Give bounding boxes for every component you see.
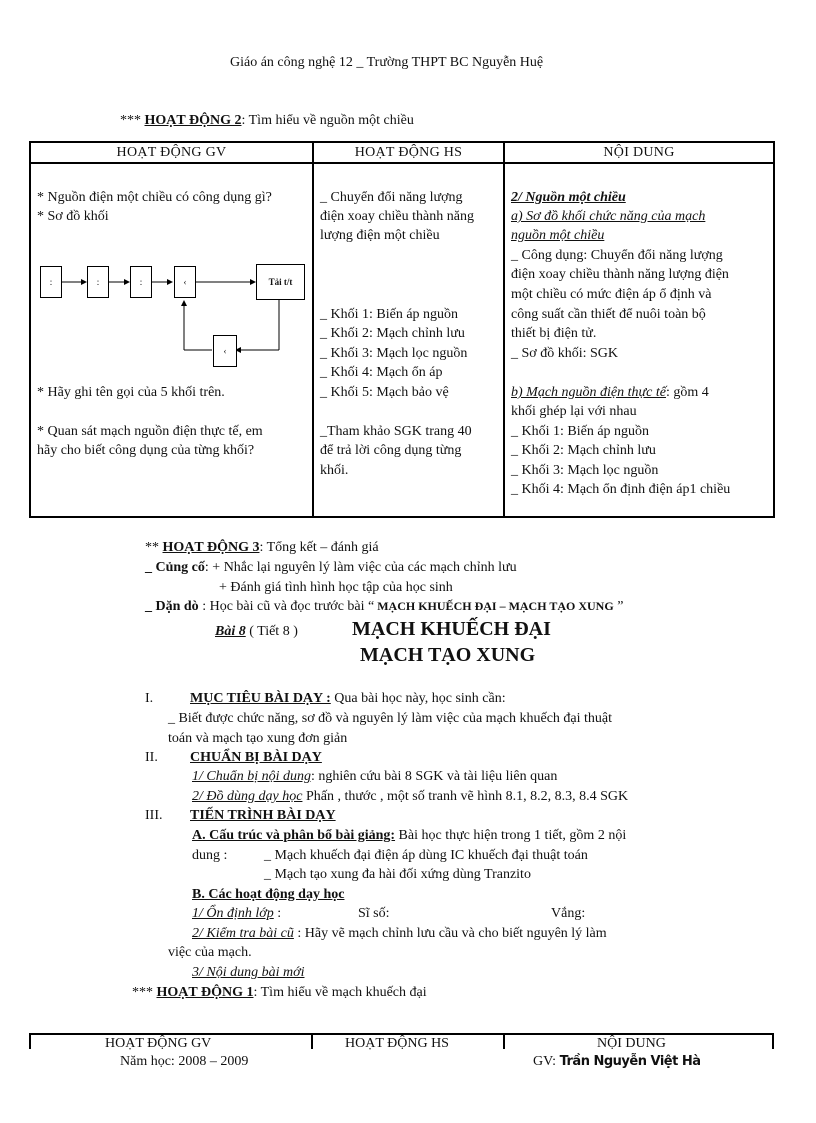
diagram-arrows (31, 164, 312, 516)
section2-num: II. (145, 750, 158, 765)
vang-label: Vắng: (551, 906, 586, 921)
section1-label: MỤC TIÊU BÀI DẠY : (190, 691, 331, 706)
cungco-text1: : + Nhắc lại nguyên lý làm việc của các mạch chỉnh lưu (204, 560, 517, 575)
activity2-stars: *** (120, 113, 141, 128)
gv-q4b: hãy cho biết công dụng của từng khối? (37, 443, 255, 458)
section3-b3 (192, 965, 304, 981)
nd-b2: khối ghép lại với nhau (511, 404, 637, 419)
hs-r1: _Tham khảo SGK trang 40 (320, 424, 472, 439)
nd-c5: thiết bị điện tử. (511, 326, 597, 341)
lesson-title-1: MẠCH KHUẾCH ĐẠI (352, 618, 551, 640)
section3-b-label: B. Các hoạt động dạy học (192, 887, 345, 902)
nd-c6: _ Sơ đồ khối: SGK (511, 346, 618, 361)
section3-b2 (192, 926, 607, 942)
dando-line (145, 599, 623, 615)
footer-gv-label: GV: (533, 1054, 557, 1069)
lesson-number: Bài 8 (215, 624, 246, 639)
activity3-label: HOẠT ĐỘNG 3 (162, 540, 260, 555)
table2-header-gv: HOẠT ĐỘNG GV (105, 1036, 212, 1051)
activity2-label: HOẠT ĐỘNG 2 (144, 113, 242, 128)
table2-header-hs: HOẠT ĐỘNG HS (345, 1036, 449, 1051)
section3-num: III. (145, 808, 163, 823)
section2-item1-text: : nghiên cứu bài 8 SGK và tài liệu liên quan (311, 769, 558, 784)
table2-border-left (29, 1033, 31, 1049)
section3-b1 (192, 906, 281, 922)
table1-hs-cell (313, 163, 504, 517)
section2-item2-label: 2/ Đồ dùng dạy học (192, 789, 303, 804)
activity3-stars: ** (145, 540, 159, 555)
nd-k2: _ Khối 2: Mạch chỉnh lưu (511, 443, 656, 458)
section3-a-item2: _ Mạch tạo xung đa hài đối xứng dùng Tranzito (264, 867, 531, 882)
section1-num: I. (145, 691, 154, 706)
section3-a-dung: dung : (192, 848, 228, 863)
section3-b2-label: 2/ Kiểm tra bài cũ (192, 926, 294, 941)
section3-b1-label: 1/ Ổn định lớp (192, 906, 274, 921)
hs-r2: để trả lời công dụng từng (320, 443, 462, 458)
section3-b2-text: : Hãy vẽ mạch chỉnh lưu cầu và cho biết nguyên lý làm (293, 926, 607, 941)
dando-end: ” (613, 599, 624, 614)
nd-k4: _ Khối 4: Mạch ổn định điện áp1 chiều (511, 482, 731, 497)
activity1-label: HOẠT ĐỘNG 1 (156, 985, 254, 1000)
section3-a-label: A. Cấu trúc và phân bổ bài giảng: (192, 828, 396, 843)
diagram-block-2: : (87, 266, 109, 298)
nd-t2: a) Sơ đồ khối chức năng của mạch (511, 209, 706, 224)
cungco-label: _ Củng cố (145, 560, 205, 575)
table2-border-right (772, 1033, 774, 1049)
section3-a (192, 828, 626, 844)
section1-heading (190, 691, 506, 707)
table1-nd-cell (504, 163, 774, 517)
section2-label: CHUẨN BỊ BÀI DẠY (190, 750, 322, 765)
lesson-title-2: MẠCH TẠO XUNG (360, 644, 536, 666)
activity2-table (29, 141, 775, 518)
nd-c3: một chiều có mức điện áp ổ định và (511, 287, 712, 302)
section3-a-text: Bài học thực hiện trong 1 tiết, gồm 2 nội (395, 828, 627, 843)
section3-label: TIẾN TRÌNH BÀI DẠY (190, 808, 336, 823)
table2-border-mid2 (503, 1033, 505, 1049)
section2-item1 (192, 769, 557, 785)
activity2-heading (120, 113, 414, 129)
gv-q1: * Nguồn điện một chiều có công dụng gì? (37, 190, 272, 205)
activity3-text: : Tổng kết – đánh giá (259, 540, 379, 555)
activity3-heading (145, 540, 379, 556)
diagram-block-5: ‹ (213, 335, 237, 367)
section2-item1-label: 1/ Chuẩn bị nội dung (192, 769, 312, 784)
gv-q2: * Sơ đồ khối (37, 209, 109, 224)
section3-b1-text: : (273, 906, 282, 921)
table1-header-hs: HOẠT ĐỘNG HS (313, 142, 504, 163)
section2-item2-text: Phấn , thước , một số tranh vẽ hình 8.1, 8.2, 8.3, 8.4 SGK (302, 789, 629, 804)
nd-t3: nguồn một chiều (511, 228, 605, 243)
hs-k2: _ Khối 2: Mạch chỉnh lưu (320, 326, 465, 341)
hs-k4: _ Khối 4: Mạch ổn áp (320, 365, 443, 380)
activity1-text: : Tìm hiểu về mạch khuếch đại (253, 985, 427, 1000)
table1-header-nd: NỘI DUNG (504, 142, 774, 163)
table2-border-mid1 (311, 1033, 313, 1049)
cungco-line1 (145, 560, 517, 576)
hs-l3: lượng điện một chiều (320, 228, 440, 243)
section3-b2-line2: việc của mạch. (168, 945, 252, 960)
footer-gv (533, 1054, 701, 1070)
nd-b-line (511, 383, 709, 403)
nd-c4: công suất cần thiết để nuôi toàn bộ (511, 307, 706, 322)
footer-gv-signature: Trần Nguyễn Việt Hà (559, 1054, 701, 1069)
hs-l2: điện xoay chiều thành năng (320, 209, 474, 224)
hs-r3: khối. (320, 463, 349, 478)
section3-b3-label: 3/ Nội dung bài mới (192, 965, 305, 980)
dando-label: _ Dặn dò (145, 599, 199, 614)
footer-year: Năm học: 2008 – 2009 (120, 1054, 249, 1069)
nd-b-rest: : gồm 4 (665, 385, 709, 400)
nd-c2: điện xoay chiều thành năng lượng điện (511, 267, 729, 282)
table1-gv-cell (30, 163, 313, 517)
nd-k1: _ Khối 1: Biến áp nguồn (511, 424, 650, 439)
dando-text: : Học bài cũ và đọc trước bài “ (198, 599, 375, 614)
activity1-stars: *** (132, 985, 153, 1000)
nd-t1: 2/ Nguồn một chiều (511, 190, 626, 205)
diagram-load: Tải t/t (256, 264, 305, 300)
si-so-label: Sĩ số: (358, 906, 390, 921)
activity1-heading (132, 985, 427, 1001)
hs-k3: _ Khối 3: Mạch lọc nguồn (320, 346, 468, 361)
table2-header-nd: NỘI DUNG (597, 1036, 666, 1051)
diagram-block-1: : (40, 266, 62, 298)
diagram-block-4: ‹ (174, 266, 196, 298)
section1-line1: _ Biết được chức năng, sơ đồ và nguyên lý làm việc của mạch khuếch đại thuật (168, 711, 613, 726)
lesson-period: ( Tiết 8 ) (245, 624, 298, 639)
hs-k1: _ Khối 1: Biến áp nguồn (320, 307, 459, 322)
activity2-text: : Tìm hiểu về nguồn một chiều (241, 113, 414, 128)
hs-k5: _ Khối 5: Mạch bảo vệ (320, 385, 449, 400)
lesson-line (215, 624, 298, 640)
hs-l1: _ Chuyển đổi năng lượng (320, 190, 463, 205)
section3-a-item1: _ Mạch khuếch đại điện áp dùng IC khuếch đại thuật toán (264, 848, 588, 863)
page-header: Giáo án công nghệ 12 _ Trường THPT BC Nguyễn Huệ (230, 55, 544, 70)
cungco-line2: + Đánh giá tình hình học tập của học sinh (219, 580, 453, 595)
gv-q4a: * Quan sát mạch nguồn điện thực tế, em (37, 424, 263, 439)
nd-k3: _ Khối 3: Mạch lọc nguồn (511, 463, 659, 478)
dando-bold: MẠCH KHUẾCH ĐẠI – MẠCH TẠO XUNG (374, 599, 614, 613)
gv-q3: * Hãy ghi tên gọi của 5 khối trên. (37, 385, 225, 400)
section2-item2 (192, 789, 628, 805)
diagram-block-3: : (130, 266, 152, 298)
block-diagram (31, 164, 312, 516)
nd-b-label: b) Mạch nguồn điện thực tế (511, 385, 666, 400)
section1-text: Qua bài học này, học sinh cần: (330, 691, 506, 706)
section1-line2: toán và mạch tạo xung đơn giản (168, 731, 348, 746)
table1-header-gv: HOẠT ĐỘNG GV (30, 142, 313, 163)
nd-c1: _ Công dụng: Chuyển đổi năng lượng (511, 248, 723, 263)
